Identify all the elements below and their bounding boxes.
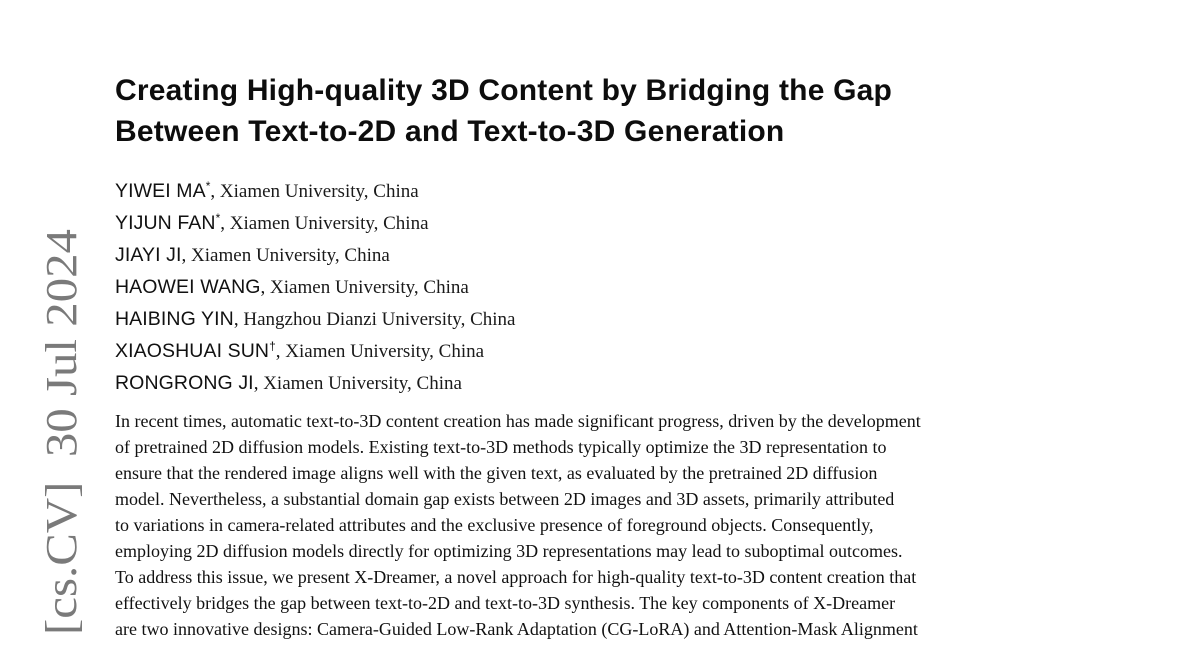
abstract-line: effectively bridges the gap between text-to-2D and text-to-3D synthesis. The key components of X-Dreamer <box>115 593 896 613</box>
paper-header <box>115 70 1100 152</box>
author-name: HAIBING YIN <box>115 308 234 330</box>
author-entry <box>115 298 1100 330</box>
author-entry <box>115 234 1100 266</box>
abstract-line: model. Nevertheless, a substantial domain gap exists between 2D images and 3D assets, primarily attributed <box>115 489 895 509</box>
author-name: YIJUN FAN <box>115 212 216 234</box>
author-footnote-mark: † <box>269 339 276 353</box>
author-affiliation: Xiamen University, China <box>270 277 469 298</box>
abstract-line: ensure that the rendered image aligns well with the given text, as evaluated by the pretrained 2D diffusion <box>115 463 878 483</box>
author-name: HAOWEI WANG <box>115 276 261 298</box>
author-name: YIWEI MA <box>115 180 206 202</box>
author-list <box>115 170 1100 394</box>
author-entry <box>115 330 1100 362</box>
paper-title-line: Between Text-to-2D and Text-to-3D Generation <box>115 115 785 148</box>
author-name: XIAOSHUAI SUN <box>115 340 270 362</box>
author-separator: , <box>233 309 244 330</box>
paper-title-line: Creating High-quality 3D Content by Bridging the Gap <box>115 74 893 107</box>
arxiv-stamp-svg <box>36 226 88 638</box>
author-name: RONGRONG JI <box>115 372 254 394</box>
author-separator: , <box>253 373 264 394</box>
author-separator: , <box>260 277 271 298</box>
author-affiliation: Hangzhou Dianzi University, China <box>243 309 516 330</box>
author-entry <box>115 266 1100 298</box>
abstract-line: are two innovative designs: Camera-Guided Low-Rank Adaptation (CG-LoRA) and Attention-Mask Alignment <box>115 619 918 639</box>
paper-title <box>115 70 1100 152</box>
abstract-line: of pretrained 2D diffusion models. Existing text-to-3D methods typically optimize the 3D representation to <box>115 437 887 457</box>
author-footnote-mark: * <box>205 179 211 193</box>
author-name: JIAYI JI <box>115 244 182 266</box>
author-affiliation: Xiamen University, China <box>229 213 429 234</box>
abstract-line: In recent times, automatic text-to-3D content creation has made significant progress, driven by the development <box>115 411 921 431</box>
abstract-line: employing 2D diffusion models directly for optimizing 3D representations may lead to suboptimal outcomes. <box>115 541 903 561</box>
author-separator: , <box>181 245 192 266</box>
author-affiliation: Xiamen University, China <box>219 181 419 202</box>
author-entry <box>115 362 1100 394</box>
author-separator: , <box>220 213 230 234</box>
author-entry <box>115 170 1100 202</box>
abstract-line: To address this issue, we present X-Dreamer, a novel approach for high-quality text-to-3D content creation that <box>115 567 917 587</box>
author-footnote-mark: * <box>215 211 221 225</box>
author-affiliation: Xiamen University, China <box>285 341 485 362</box>
arxiv-stamp-text: [cs.CV] 30 Jul 2024 <box>37 269 86 635</box>
author-affiliation: Xiamen University, China <box>191 245 390 266</box>
abstract <box>115 408 1115 642</box>
author-separator: , <box>275 341 286 362</box>
abstract-line: to variations in camera-related attributes and the exclusive presence of foreground objects. Consequently, <box>115 515 874 535</box>
author-separator: , <box>210 181 220 202</box>
author-entry <box>115 202 1100 234</box>
author-affiliation: Xiamen University, China <box>263 373 462 394</box>
arxiv-identifier-stamp <box>36 226 88 638</box>
